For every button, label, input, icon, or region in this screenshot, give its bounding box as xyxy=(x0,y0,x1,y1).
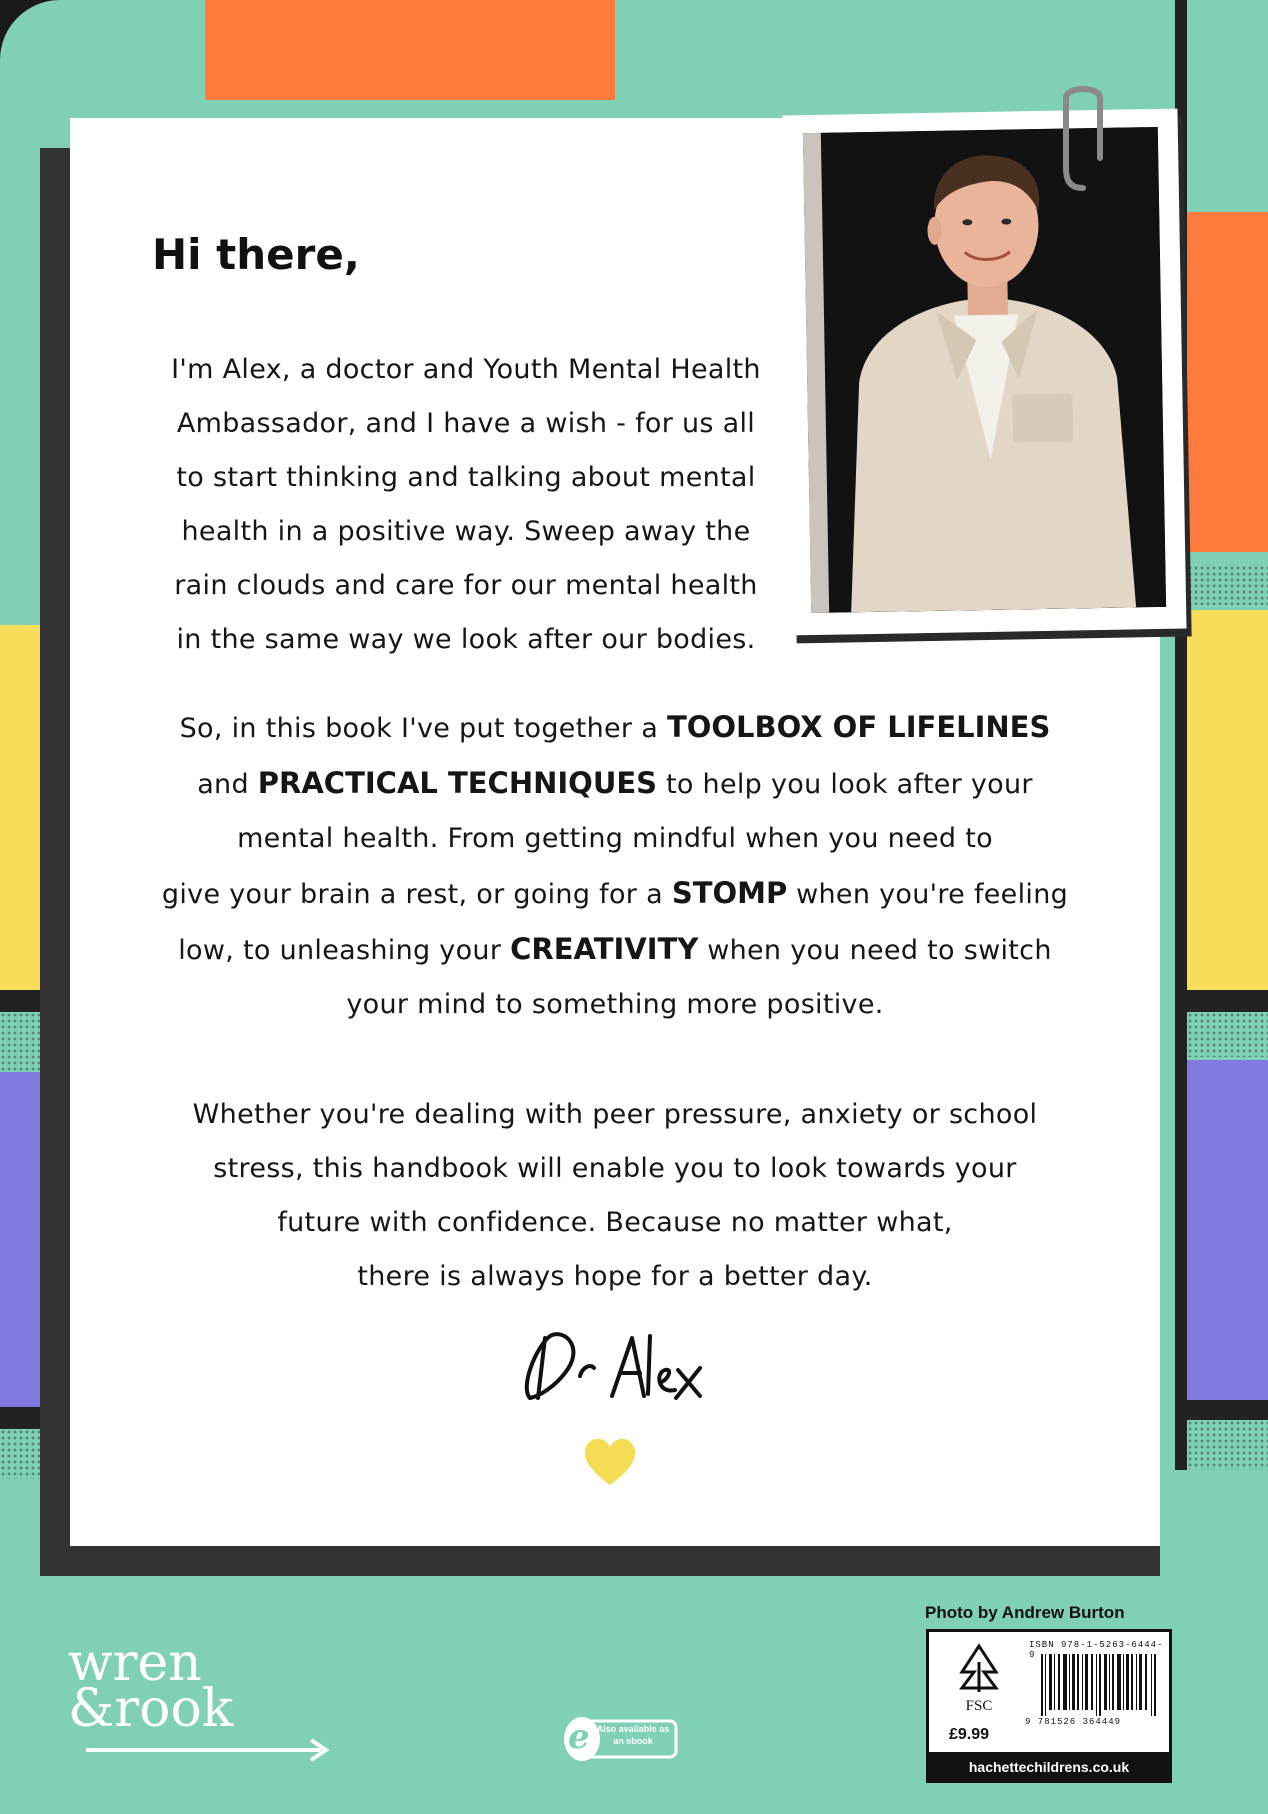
publisher-website: hachettechildrens.co.uk xyxy=(926,1752,1172,1782)
emphasis-stomp: STOMP xyxy=(671,876,788,910)
intro-line: to start thinking and talking about mental xyxy=(176,462,756,493)
toolbox-line-3: mental health. From getting mindful when you need to xyxy=(237,823,993,854)
photo-frame xyxy=(782,109,1186,636)
text-run: give your brain a rest, or going for a xyxy=(161,879,672,910)
toolbox-paragraph xyxy=(110,700,1120,1032)
orange-band-top xyxy=(205,0,615,100)
emphasis-practical: PRACTICAL TECHNIQUES xyxy=(257,766,658,800)
yellow-band-right xyxy=(1187,610,1268,990)
isbn-label: ISBN 978-1-5263-6444-9 xyxy=(1029,1640,1164,1660)
barcode-bars xyxy=(1041,1654,1159,1716)
logo-line-2: &rook xyxy=(68,1679,234,1739)
logo-arrow-icon xyxy=(86,1735,336,1765)
heart-icon xyxy=(580,1433,640,1489)
yellow-band-left xyxy=(0,625,40,990)
text-run: and xyxy=(197,769,258,800)
dotted-band-right-2 xyxy=(1187,1012,1268,1057)
intro-paragraph xyxy=(156,343,776,667)
signature xyxy=(510,1328,710,1408)
paperclip-icon xyxy=(1058,78,1108,198)
toolbox-line-5 xyxy=(110,922,1120,978)
ebook-badge xyxy=(560,1713,680,1765)
intro-line: I'm Alex, a doctor and Youth Mental Health xyxy=(171,354,761,385)
price-label: £9.99 xyxy=(949,1726,990,1743)
toolbox-line-1 xyxy=(110,700,1120,756)
toolbox-line-4 xyxy=(110,866,1120,922)
logo-line-1: wren xyxy=(68,1633,202,1693)
purple-band-right xyxy=(1187,1060,1268,1400)
barcode-digits: 9 781526 364449 xyxy=(1025,1717,1122,1727)
closing-paragraph xyxy=(110,1088,1120,1304)
toolbox-line-6: your mind to something more positive. xyxy=(346,989,884,1020)
right-black-divider-1 xyxy=(1187,990,1268,1012)
emphasis-toolbox: TOOLBOX OF LIFELINES xyxy=(666,710,1051,744)
left-black-divider-2 xyxy=(0,1407,40,1429)
text-run: when you need to switch xyxy=(698,935,1052,966)
intro-line: health in a positive way. Sweep away the xyxy=(181,516,751,547)
purple-band-left xyxy=(0,1072,40,1407)
text-run: low, to unleashing your xyxy=(178,935,511,966)
toolbox-line-2 xyxy=(110,756,1120,812)
closing-line: future with confidence. Because no matter what, xyxy=(277,1207,953,1238)
closing-line: stress, this handbook will enable you to look towards your xyxy=(213,1153,1017,1184)
emphasis-creativity: CREATIVITY xyxy=(510,932,699,966)
text-run: to help you look after your xyxy=(657,769,1033,800)
left-black-divider-1 xyxy=(0,990,40,1012)
fsc-label: FSC xyxy=(965,1698,993,1714)
dotted-band-left-1 xyxy=(0,1012,40,1072)
greeting-heading: Hi there, xyxy=(152,230,360,279)
ebook-letter: e xyxy=(568,1717,590,1757)
fsc-tree-icon xyxy=(956,1642,1002,1694)
closing-line: Whether you're dealing with peer pressure, anxiety or school xyxy=(192,1099,1038,1130)
person-illustration xyxy=(803,127,1166,613)
text-run: when you're feeling xyxy=(787,879,1069,910)
dotted-band-right-3 xyxy=(1187,1420,1268,1470)
publisher-logo xyxy=(68,1633,234,1739)
closing-line: there is always hope for a better day. xyxy=(357,1261,873,1292)
intro-line: Ambassador, and I have a wish - for us all xyxy=(176,408,756,439)
dotted-band-left-2 xyxy=(0,1429,40,1479)
orange-band-right xyxy=(1187,212,1268,552)
dotted-band-right-1 xyxy=(1187,565,1268,605)
fsc-logo xyxy=(939,1642,1019,1715)
intro-line: rain clouds and care for our mental health xyxy=(174,570,758,601)
intro-line: in the same way we look after our bodies. xyxy=(176,624,756,655)
person-photo xyxy=(803,127,1166,613)
right-black-divider-2 xyxy=(1187,1400,1268,1420)
photo-credit: Photo by Andrew Burton xyxy=(925,1603,1125,1622)
text-run: So, in this book I've put together a xyxy=(179,713,667,744)
ebook-text: Also available as an ebook xyxy=(596,1724,670,1746)
